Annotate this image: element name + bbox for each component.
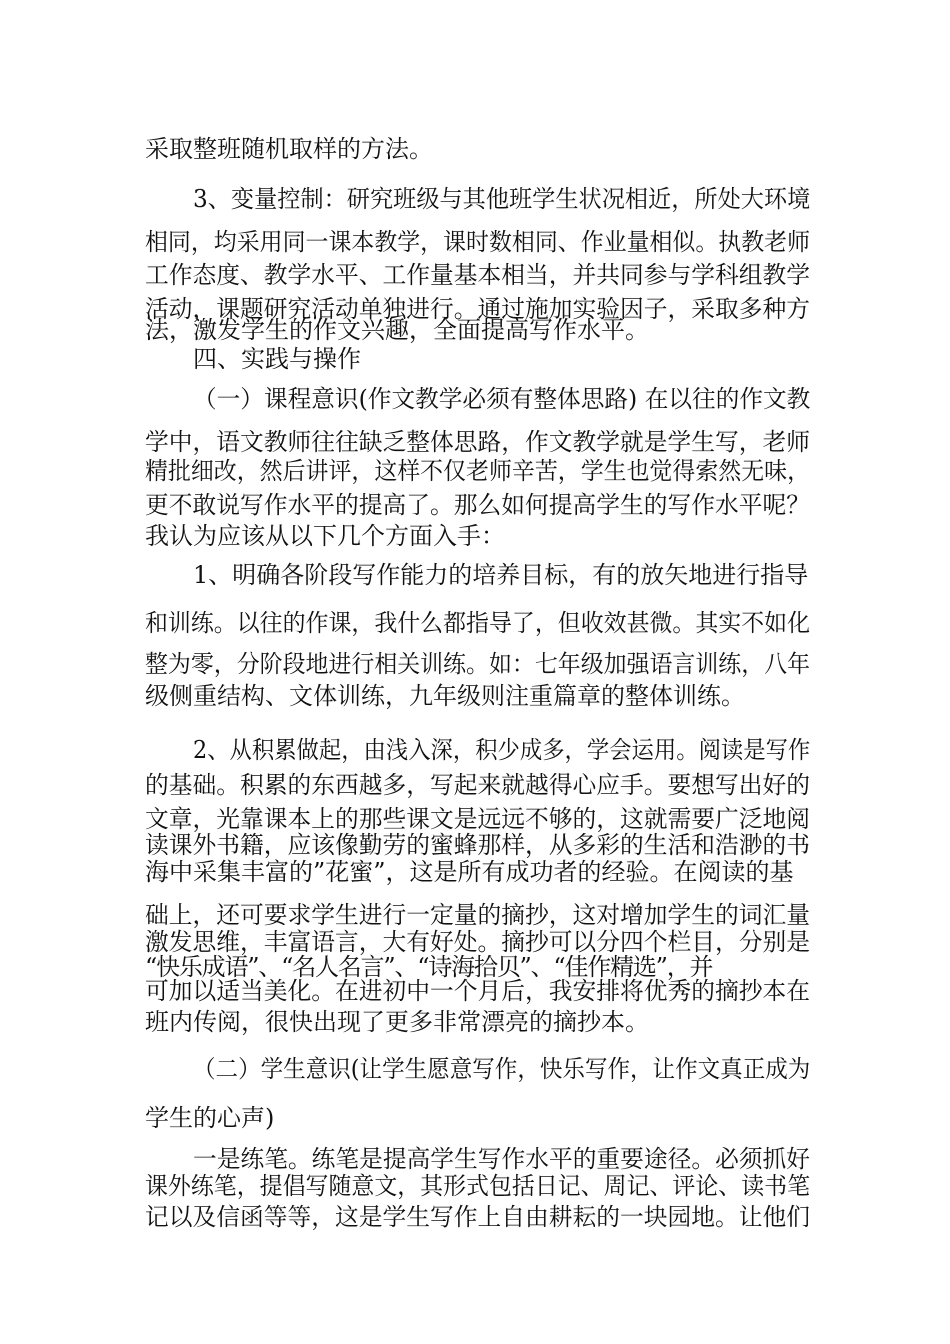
section-heading: 学生的心声) (145, 1104, 275, 1132)
text-line: 3、变量控制：研究班级与其他班学生状况相近，所处大环境 (193, 185, 811, 213)
text-line: 1、明确各阶段写作能力的培养目标，有的放矢地进行指导 (193, 561, 809, 589)
text-line: 和训练。以往的作课，我什么都指导了，但收效甚微。其实不如化 (145, 609, 811, 637)
text-line: 课外练笔，提倡写随意文，其形式包括日记、周记、评论、读书笔 (145, 1172, 811, 1200)
text-line: 更不敢说写作水平的提高了。那么如何提高学生的写作水平呢？ (145, 491, 811, 519)
text-line: 法，激发学生的作文兴趣，全面提高写作水平。 (145, 316, 649, 344)
text-line: 海中采集丰富的”花蜜”，这是所有成功者的经验。在阅读的基 (145, 858, 794, 886)
text-line: 我认为应该从以下几个方面入手： (145, 522, 505, 550)
text-line: 读课外书籍，应该像勤劳的蜜蜂那样，从多彩的生活和浩渺的书 (145, 831, 811, 859)
text-line: 整为零，分阶段地进行相关训练。如：七年级加强语言训练，八年 (145, 650, 811, 678)
text-line: 文章，光靠课本上的那些课文是远远不够的，这就需要广泛地阅 (145, 805, 811, 833)
text-line: 一是练笔。练笔是提高学生写作水平的重要途径。必须抓好 (193, 1145, 811, 1173)
text-line: 活动，课题研究活动单独进行。通过施加实验因子，采取多种方 (145, 295, 811, 323)
text-line: 的基础。积累的东西越多，写起来就越得心应手。要想写出好的 (145, 771, 811, 799)
text-line: 2、从积累做起，由浅入深，积少成多，学会运用。阅读是写作 (193, 736, 811, 764)
section-heading: 四、实践与操作 (193, 345, 361, 373)
section-heading: （二）学生意识(让学生愿意写作，快乐写作，让作文真正成为 (193, 1055, 811, 1083)
text-line: 学中，语文教师往往缺乏整体思路，作文教学就是学生写，老师 (145, 428, 811, 456)
text-line: 工作态度、教学水平、工作量基本相当，并共同参与学科组教学 (145, 261, 811, 289)
text-line: 班内传阅，很快出现了更多非常漂亮的摘抄本。 (145, 1008, 649, 1036)
text-line: 可加以适当美化。在进初中一个月后，我安排将优秀的摘抄本在 (145, 977, 811, 1005)
text-line: 记以及信函等等，这是学生写作上自由耕耘的一块园地。让他们 (145, 1203, 811, 1231)
text-line: 采取整班随机取样的方法。 (145, 135, 433, 163)
text-line: 级侧重结构、文体训练，九年级则注重篇章的整体训练。 (145, 682, 745, 710)
text-line: 础上，还可要求学生进行一定量的摘抄，这对增加学生的词汇量 (145, 901, 811, 929)
text-line: “快乐成语”、“名人名言”、“诗海拾贝”、“佳作精选”，并 (145, 953, 713, 981)
text-line: （一）课程意识(作文教学必须有整体思路) 在以往的作文教 (193, 385, 811, 413)
text-line: 相同，均采用同一课本教学，课时数相同、作业量相似。执教老师 (145, 228, 811, 256)
text-line: 激发思维，丰富语言，大有好处。摘抄可以分四个栏目，分别是 (145, 928, 811, 956)
text-line: 精批细改，然后讲评，这样不仅老师辛苦，学生也觉得索然无味， (145, 457, 811, 485)
